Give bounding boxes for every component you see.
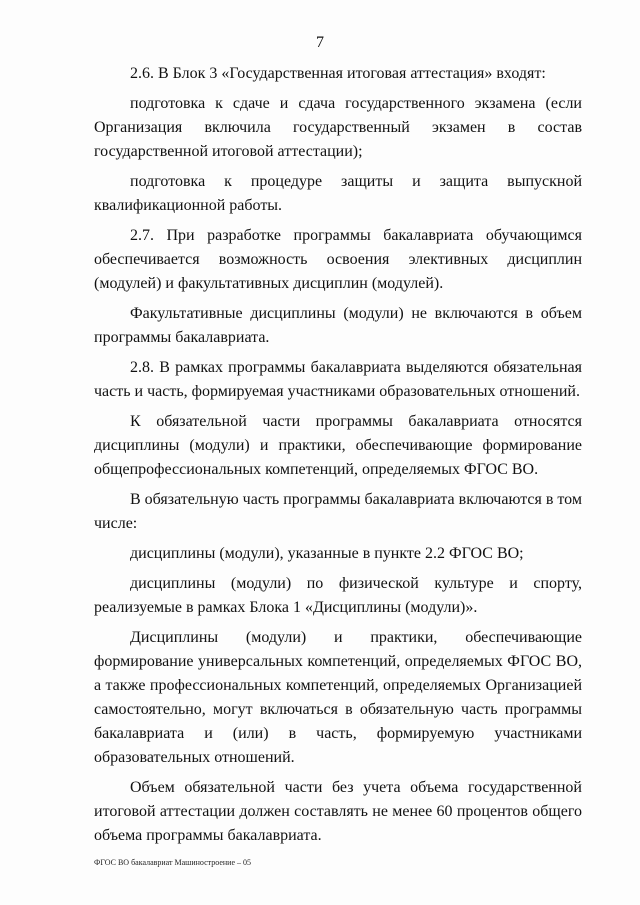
paragraph-mandatory-part: К обязательной части программы бакалавриата относятся дисциплины (модули) и практики, обеспечивающие формирование общепрофессиональных компетенций, определяемых ФГОС ВО. [94,413,582,478]
paragraph-optional-disciplines: Факультативные дисциплины (модули) не включаются в объем программы бакалавриата. [94,305,582,346]
paragraph-2-8: 2.8. В рамках программы бакалавриата выделяются обязательная часть и часть, формируемая участниками образовательных отношений. [94,359,582,400]
paragraph-2-6: 2.6. В Блок 3 «Государственная итоговая аттестация» входят: [130,65,546,82]
page-number: 7 [316,34,324,51]
paragraph-disciplines-2-2: дисциплины (модули), указанные в пункте 2.2 ФГОС ВО; [130,545,524,562]
paragraph-2-7: 2.7. При разработке программы бакалавриата обучающимся обеспечивается возможность освоения элективных дисциплин (модулей) и факультативных дисциплин (модулей). [94,227,582,292]
paragraph-universal-competencies: Дисциплины (модули) и практики, обеспечивающие формирование универсальных компетенций, определяемых ФГОС ВО, а также профессиональных компетенций, определяемых Организацией самостоятельно, могут включаться в обязательную часть программы бакалавриата и (или) в часть, формируемую участниками образовательных отношений. [94,629,582,766]
paragraph-thesis-defense: подготовка к процедуре защиты и защита выпускной квалификационной работы. [94,173,582,214]
document-body [94,62,582,854]
paragraph-mandatory-volume: Объем обязательной части без учета объема государственной итоговой аттестации должен составлять не менее 60 процентов общего объема программы бакалавриата. [94,779,582,844]
page-footer: ФГОС ВО бакалавриат Машиностроение – 05 [94,858,252,867]
paragraph-state-exam: подготовка к сдаче и сдача государственного экзамена (если Организация включила государственный экзамен в состав государственной итоговой аттестации); [94,95,582,160]
paragraph-physical-culture: дисциплины (модули) по физической культуре и спорту, реализуемые в рамках Блока 1 «Дисциплины (модули)». [94,575,582,616]
paragraph-included-in-mandatory: В обязательную часть программы бакалавриата включаются в том числе: [94,491,582,532]
